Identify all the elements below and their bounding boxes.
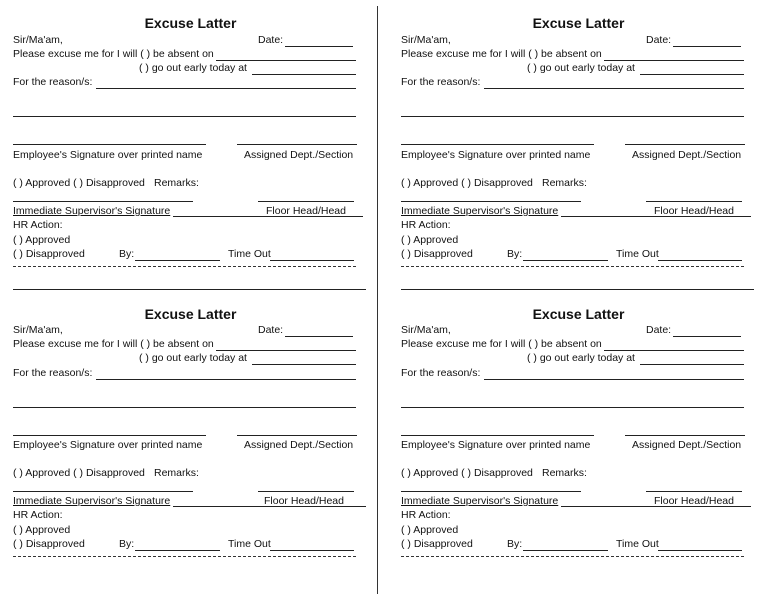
floor-head-label: Floor Head/Head	[264, 495, 344, 507]
by-label: By:	[119, 538, 135, 550]
reason-label: For the reason/s:	[401, 76, 481, 88]
hr-approved-option[interactable]: ( ) Approved	[13, 234, 71, 246]
supervisor-signature-line[interactable]	[13, 201, 193, 202]
hr-approved-option[interactable]: ( ) Approved	[13, 524, 71, 536]
floor-head-line[interactable]	[646, 491, 742, 492]
cut-line	[13, 556, 356, 557]
time-out-label: Time Out	[616, 248, 659, 260]
hr-approved-option[interactable]: ( ) Approved	[401, 524, 459, 536]
remarks-label: Remarks:	[542, 177, 587, 189]
time-out-field[interactable]	[658, 260, 742, 261]
supervisor-signature-label: Immediate Supervisor's Signature	[13, 495, 171, 507]
hr-disapproved-option[interactable]: ( ) Disapproved	[13, 248, 85, 260]
employee-signature-line[interactable]	[13, 435, 206, 436]
go-out-time-field[interactable]	[252, 364, 356, 365]
by-field[interactable]	[523, 260, 608, 261]
absent-text: Please excuse me for I will ( ) be absent on	[13, 48, 214, 60]
floor-head-label: Floor Head/Head	[654, 205, 734, 217]
cut-line	[401, 556, 744, 557]
excuse-form-top-left	[13, 15, 373, 300]
time-out-label: Time Out	[228, 538, 271, 550]
go-out-text: ( ) go out early today at	[527, 352, 635, 364]
date-label: Date:	[646, 324, 672, 336]
absent-date-field[interactable]	[604, 350, 744, 351]
absent-date-field[interactable]	[604, 60, 744, 61]
employee-signature-line[interactable]	[13, 144, 206, 145]
date-label: Date:	[646, 34, 672, 46]
reason-field-line-2[interactable]	[13, 407, 356, 408]
bottom-rule	[13, 289, 366, 290]
dept-line[interactable]	[237, 435, 357, 436]
date-label: Date:	[258, 324, 284, 336]
hr-disapproved-option[interactable]: ( ) Disapproved	[401, 248, 473, 260]
time-out-field[interactable]	[658, 550, 742, 551]
remarks-label: Remarks:	[542, 467, 587, 479]
reason-label: For the reason/s:	[13, 367, 93, 379]
excuse-form-bottom-right	[401, 306, 761, 591]
reason-field-line-1[interactable]	[96, 88, 356, 89]
supervisor-signature-line[interactable]	[401, 491, 581, 492]
dept-line[interactable]	[625, 144, 745, 145]
remarks-label: Remarks:	[154, 467, 199, 479]
absent-text: Please excuse me for I will ( ) be absent on	[401, 48, 602, 60]
floor-head-line[interactable]	[646, 201, 742, 202]
date-field[interactable]	[285, 336, 353, 337]
employee-signature-line[interactable]	[401, 144, 594, 145]
approval-options[interactable]: ( ) Approved ( ) Disapproved	[13, 177, 145, 189]
form-title: Excuse Latter	[532, 15, 625, 31]
by-label: By:	[507, 538, 523, 550]
absent-date-field[interactable]	[216, 60, 356, 61]
by-field[interactable]	[135, 550, 220, 551]
dept-label: Assigned Dept./Section	[632, 439, 742, 451]
cut-line	[13, 266, 356, 267]
reason-field-line-2[interactable]	[401, 116, 744, 117]
hr-disapproved-option[interactable]: ( ) Disapproved	[13, 538, 85, 550]
absent-text: Please excuse me for I will ( ) be absent on	[401, 338, 602, 350]
employee-signature-label: Employee's Signature over printed name	[13, 439, 203, 451]
supervisor-signature-label: Immediate Supervisor's Signature	[13, 205, 171, 217]
reason-field-line-1[interactable]	[96, 379, 356, 380]
page-divider	[377, 6, 378, 594]
dept-label: Assigned Dept./Section	[632, 149, 742, 161]
cut-line	[401, 266, 744, 267]
time-out-field[interactable]	[270, 260, 354, 261]
reason-label: For the reason/s:	[13, 76, 93, 88]
supervisor-signature-line[interactable]	[401, 201, 581, 202]
bottom-rule	[401, 289, 754, 290]
supervisor-signature-label: Immediate Supervisor's Signature	[401, 495, 559, 507]
form-title: Excuse Latter	[532, 306, 625, 322]
reason-field-line-2[interactable]	[13, 116, 356, 117]
reason-field-line-1[interactable]	[484, 379, 744, 380]
salutation: Sir/Ma'am,	[13, 34, 63, 46]
dept-label: Assigned Dept./Section	[244, 439, 354, 451]
floor-head-label: Floor Head/Head	[266, 205, 346, 217]
salutation: Sir/Ma'am,	[13, 324, 63, 336]
time-out-label: Time Out	[228, 248, 271, 260]
date-field[interactable]	[673, 46, 741, 47]
go-out-text: ( ) go out early today at	[139, 352, 247, 364]
by-field[interactable]	[523, 550, 608, 551]
hr-approved-option[interactable]: ( ) Approved	[401, 234, 459, 246]
approval-options[interactable]: ( ) Approved ( ) Disapproved	[401, 177, 533, 189]
reason-label: For the reason/s:	[401, 367, 481, 379]
excuse-form-bottom-left	[13, 306, 373, 591]
salutation: Sir/Ma'am,	[401, 324, 451, 336]
employee-signature-line[interactable]	[401, 435, 594, 436]
supervisor-signature-label: Immediate Supervisor's Signature	[401, 205, 559, 217]
hr-action-label: HR Action:	[401, 219, 451, 231]
time-out-label: Time Out	[616, 538, 659, 550]
approval-options[interactable]: ( ) Approved ( ) Disapproved	[401, 467, 533, 479]
approval-options[interactable]: ( ) Approved ( ) Disapproved	[13, 467, 145, 479]
go-out-time-field[interactable]	[640, 364, 744, 365]
dept-label: Assigned Dept./Section	[244, 149, 354, 161]
absent-text: Please excuse me for I will ( ) be absent on	[13, 338, 214, 350]
hr-action-label: HR Action:	[13, 509, 63, 521]
go-out-time-field[interactable]	[640, 74, 744, 75]
floor-head-line[interactable]	[258, 201, 354, 202]
date-field[interactable]	[285, 46, 353, 47]
by-label: By:	[507, 248, 523, 260]
by-field[interactable]	[135, 260, 220, 261]
excuse-form-top-right	[401, 15, 761, 300]
form-title: Excuse Latter	[144, 15, 237, 31]
absent-date-field[interactable]	[216, 350, 356, 351]
salutation: Sir/Ma'am,	[401, 34, 451, 46]
floor-head-label: Floor Head/Head	[654, 495, 734, 507]
reason-field-line-1[interactable]	[484, 88, 744, 89]
date-field[interactable]	[673, 336, 741, 337]
form-title: Excuse Latter	[144, 306, 237, 322]
go-out-text: ( ) go out early today at	[139, 62, 247, 74]
dept-line[interactable]	[625, 435, 745, 436]
employee-signature-label: Employee's Signature over printed name	[401, 439, 591, 451]
hr-action-label: HR Action:	[401, 509, 451, 521]
dept-line[interactable]	[237, 144, 357, 145]
by-label: By:	[119, 248, 135, 260]
hr-action-label: HR Action:	[13, 219, 63, 231]
hr-disapproved-option[interactable]: ( ) Disapproved	[401, 538, 473, 550]
employee-signature-label: Employee's Signature over printed name	[401, 149, 591, 161]
time-out-field[interactable]	[270, 550, 354, 551]
employee-signature-label: Employee's Signature over printed name	[13, 149, 203, 161]
reason-field-line-2[interactable]	[401, 407, 744, 408]
remarks-label: Remarks:	[154, 177, 199, 189]
supervisor-signature-line[interactable]	[13, 491, 193, 492]
go-out-text: ( ) go out early today at	[527, 62, 635, 74]
date-label: Date:	[258, 34, 284, 46]
go-out-time-field[interactable]	[252, 74, 356, 75]
floor-head-line[interactable]	[258, 491, 354, 492]
